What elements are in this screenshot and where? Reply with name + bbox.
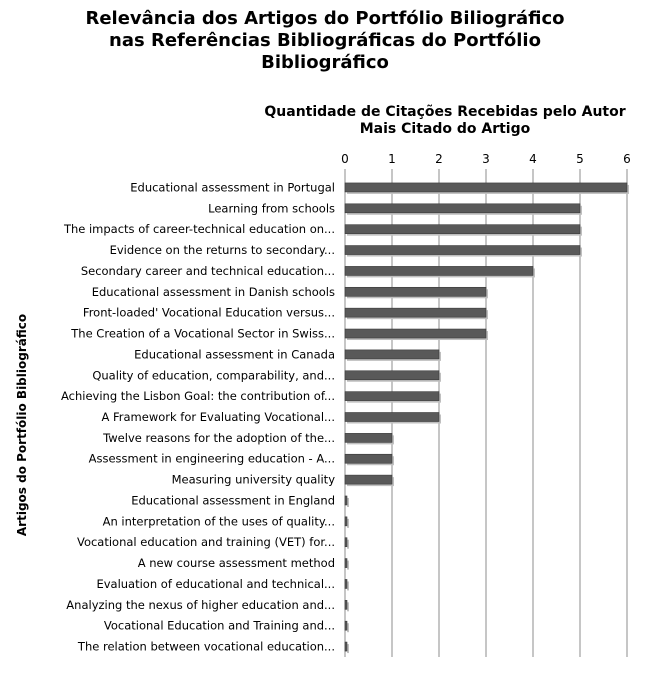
- bar: [345, 371, 439, 380]
- bar: [345, 225, 580, 234]
- category-label: The Creation of a Vocational Sector in Swiss...: [71, 326, 335, 341]
- x-tick-label: 1: [388, 152, 396, 166]
- bar: [345, 454, 392, 463]
- bar: [345, 621, 347, 630]
- x-axis-title-line: Mais Citado do Artigo: [359, 121, 531, 137]
- bar: [345, 517, 347, 526]
- category-label: Educational assessment in Portugal: [130, 180, 335, 195]
- bar: [345, 559, 347, 568]
- category-label: Secondary career and technical education...: [80, 263, 335, 278]
- x-axis-title-line: Quantidade de Citações Recebidas pelo Autor: [264, 104, 626, 120]
- bar: [345, 392, 439, 401]
- category-label: A Framework for Evaluating Vocational...: [101, 410, 335, 424]
- bar: [345, 308, 486, 317]
- chart-title-line: Relevância dos Artigos do Portfólio Biliográfico: [85, 8, 565, 29]
- category-label: Front-loaded' Vocational Education versus...: [82, 305, 335, 320]
- category-label: Vocational education and training (VET) for...: [76, 535, 335, 550]
- category-label: Educational assessment in Canada: [134, 347, 335, 362]
- bar: [345, 538, 347, 547]
- category-label: Educational assessment in Danish schools: [91, 284, 335, 299]
- category-label: Achieving the Lisbon Goal: the contribution of...: [60, 389, 335, 404]
- x-tick-label: 2: [435, 152, 443, 166]
- bar: [345, 183, 627, 192]
- x-tick-label: 3: [482, 152, 490, 166]
- bar: [345, 266, 533, 275]
- x-tick-label: 6: [623, 152, 631, 166]
- category-label: Learning from schools: [208, 201, 335, 216]
- category-label: Measuring university quality: [171, 472, 335, 487]
- x-tick-label: 5: [576, 152, 584, 166]
- bar: [345, 350, 439, 359]
- category-label: A new course assessment method: [137, 556, 335, 571]
- bar: [345, 287, 486, 296]
- bar: [345, 433, 392, 442]
- y-axis-title-text: Artigos do Portfólio Bibliográfico: [15, 313, 29, 537]
- chart-title-line: Bibliográfico: [261, 52, 389, 73]
- bar: [345, 642, 347, 651]
- category-label: Vocational Education and Training and...: [103, 618, 335, 633]
- bar: [345, 579, 347, 588]
- category-label: An interpretation of the uses of quality...: [102, 514, 335, 529]
- bar: [345, 600, 347, 609]
- category-label: Educational assessment in England: [131, 493, 335, 508]
- bar: [345, 329, 486, 338]
- category-label: The relation between vocational education...: [77, 639, 335, 654]
- category-label: Evidence on the returns to secondary...: [109, 243, 335, 258]
- x-tick-label: 0: [341, 152, 349, 166]
- category-label: Analyzing the nexus of higher education and...: [66, 597, 335, 612]
- bar: [345, 413, 439, 422]
- category-label: Twelve reasons for the adoption of the...: [103, 430, 335, 445]
- category-label: Quality of education, comparability, and...: [92, 368, 335, 383]
- bar: [345, 496, 347, 505]
- chart-title-line: nas Referências Bibliográficas do Portfólio: [109, 30, 541, 51]
- bar: [345, 204, 580, 213]
- category-label: Evaluation of educational and technical...: [96, 576, 335, 591]
- category-label: Assessment in engineering education - A...: [88, 451, 335, 466]
- category-label: The impacts of career-technical education on...: [63, 222, 335, 237]
- bar: [345, 475, 392, 484]
- bar: [345, 246, 580, 255]
- x-tick-label: 4: [529, 152, 537, 166]
